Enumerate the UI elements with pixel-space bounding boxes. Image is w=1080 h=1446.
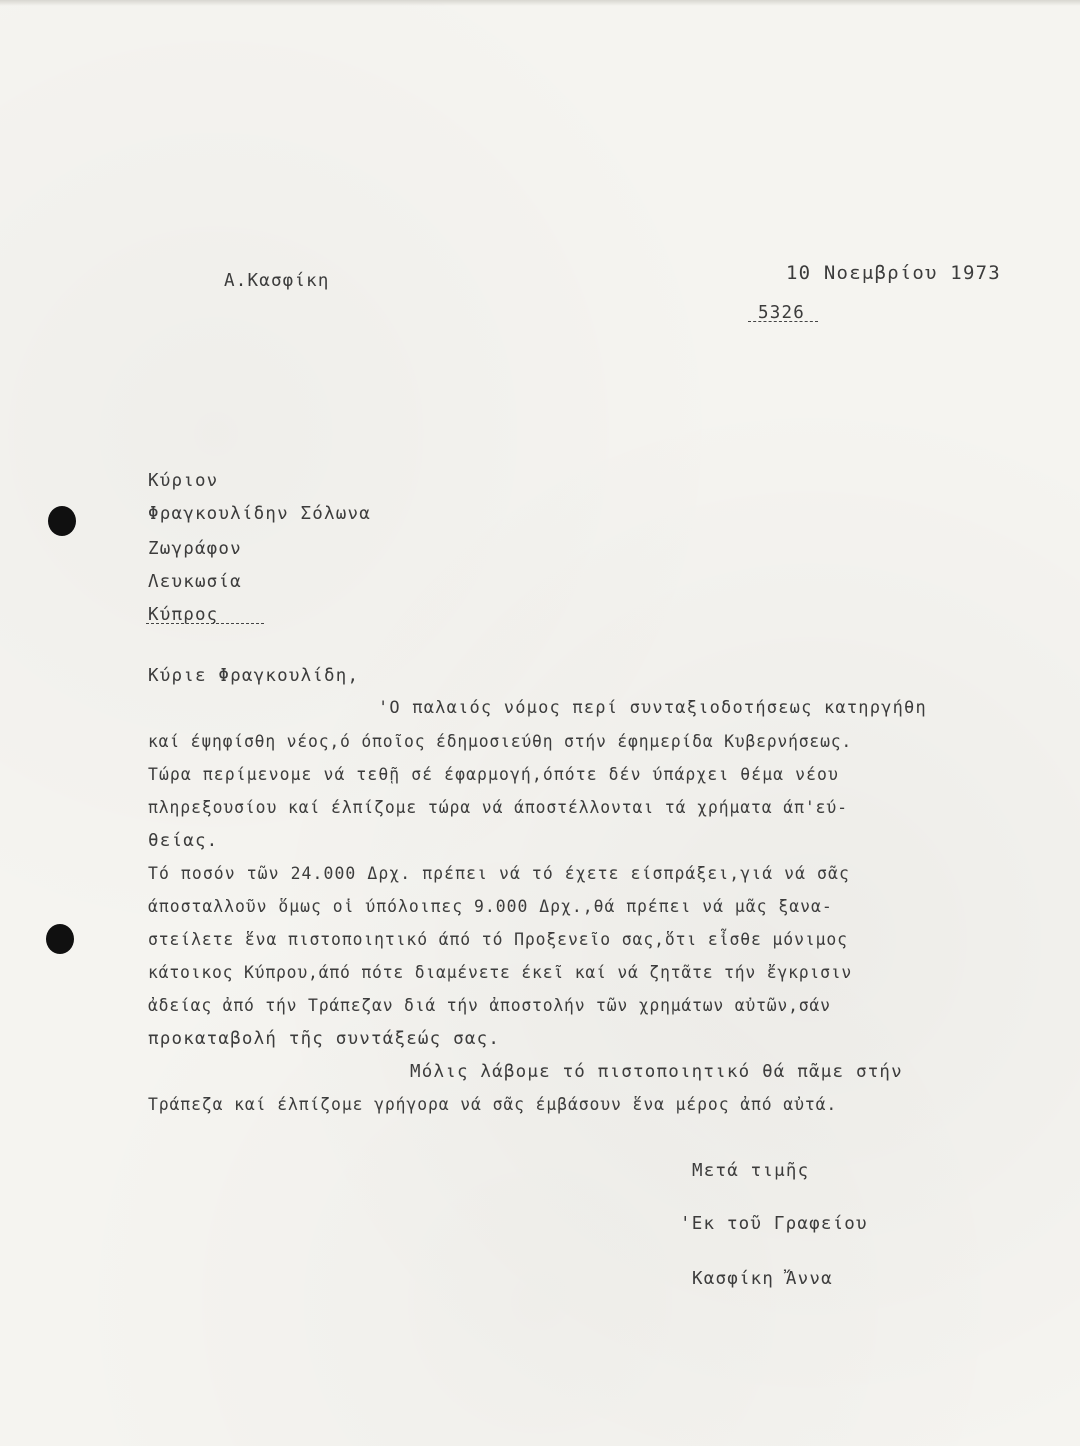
letter-date: 10 Νοεμβρίου 1973: [786, 262, 1001, 284]
punch-hole-top: [48, 506, 76, 536]
sender-name: Α.Κασφίκη: [224, 271, 330, 291]
country-underline: [146, 623, 264, 624]
body-line: ἀδείας ἀπό τήν Τράπεζαν διά τήν ἀποστολήν τῶν χρημάτων αὐτῶν,σάν: [148, 996, 831, 1015]
recipient-salutation: Κύριον: [148, 471, 219, 491]
recipient-city: Λευκωσία: [148, 572, 242, 592]
body-line: καί έψηφίσθη νέος,ό όποῖος έδημοσιεύθη στήν έφημερίδα Κυβερνήσεως.: [148, 732, 853, 751]
punch-hole-bottom: [46, 924, 74, 954]
reference-underline: [748, 321, 818, 322]
body-line: κάτοικος Κύπρου,άπό πότε διαμένετε έκεῖ καί νά ζητᾶτε τήν ἔγκρισιν: [148, 963, 853, 982]
recipient-country: Κύπρος: [148, 605, 219, 625]
recipient-profession: Ζωγράφον: [148, 539, 242, 559]
body-line: πληρεξουσίου καί έλπίζομε τώρα νά άποστέλλονται τά χρήματα άπ'εύ-: [148, 798, 848, 817]
closing-regards: Μετά τιμῆς: [692, 1161, 810, 1181]
body-line: προκαταβολή τῆς συντάξεώς σας.: [148, 1029, 501, 1049]
body-line: 'Ο παλαιός νόμος περί συνταξιοδοτήσεως κατηργήθη: [378, 698, 927, 718]
signature-name: Κασφίκη Ἄννα: [692, 1269, 833, 1289]
body-line: Μόλις λάβομε τό πιστοποιητικό θά πᾶμε στήν: [410, 1062, 903, 1082]
recipient-name: Φραγκουλίδην Σόλωνα: [148, 504, 371, 524]
page-top-edge: [0, 0, 1080, 6]
body-line: Τό ποσόν τῶν 24.000 Δρχ. πρέπει νά τό έχετε είσπράξει,γιά νά σᾶς: [148, 864, 850, 883]
reference-number: 5326: [758, 303, 805, 323]
body-line: Τράπεζα καί έλπίζομε γρήγορα νά σᾶς έμβάσουν ἕνα μέρος ἀπό αὐτά.: [148, 1095, 838, 1114]
closing-from-office: 'Εκ τοῦ Γραφείου: [680, 1214, 868, 1234]
body-line: άποσταλλοῦν ὅμως οἱ ύπόλοιπες 9.000 Δρχ.,θά πρέπει νά μᾶς ξανα-: [148, 897, 833, 916]
body-line: Τώρα περίμενομε νά τεθῇ σέ έφαρμογή,όπότε δέν ύπάρχει θέμα νέου: [148, 765, 839, 784]
greeting: Κύριε Φραγκουλίδη,: [148, 666, 360, 686]
body-line: θείας.: [148, 831, 219, 851]
body-line: στείλετε ἕνα πιστοποιητικό άπό τό Προξενεῖο σας,ὅτι εἶσθε μόνιμος: [148, 930, 848, 949]
